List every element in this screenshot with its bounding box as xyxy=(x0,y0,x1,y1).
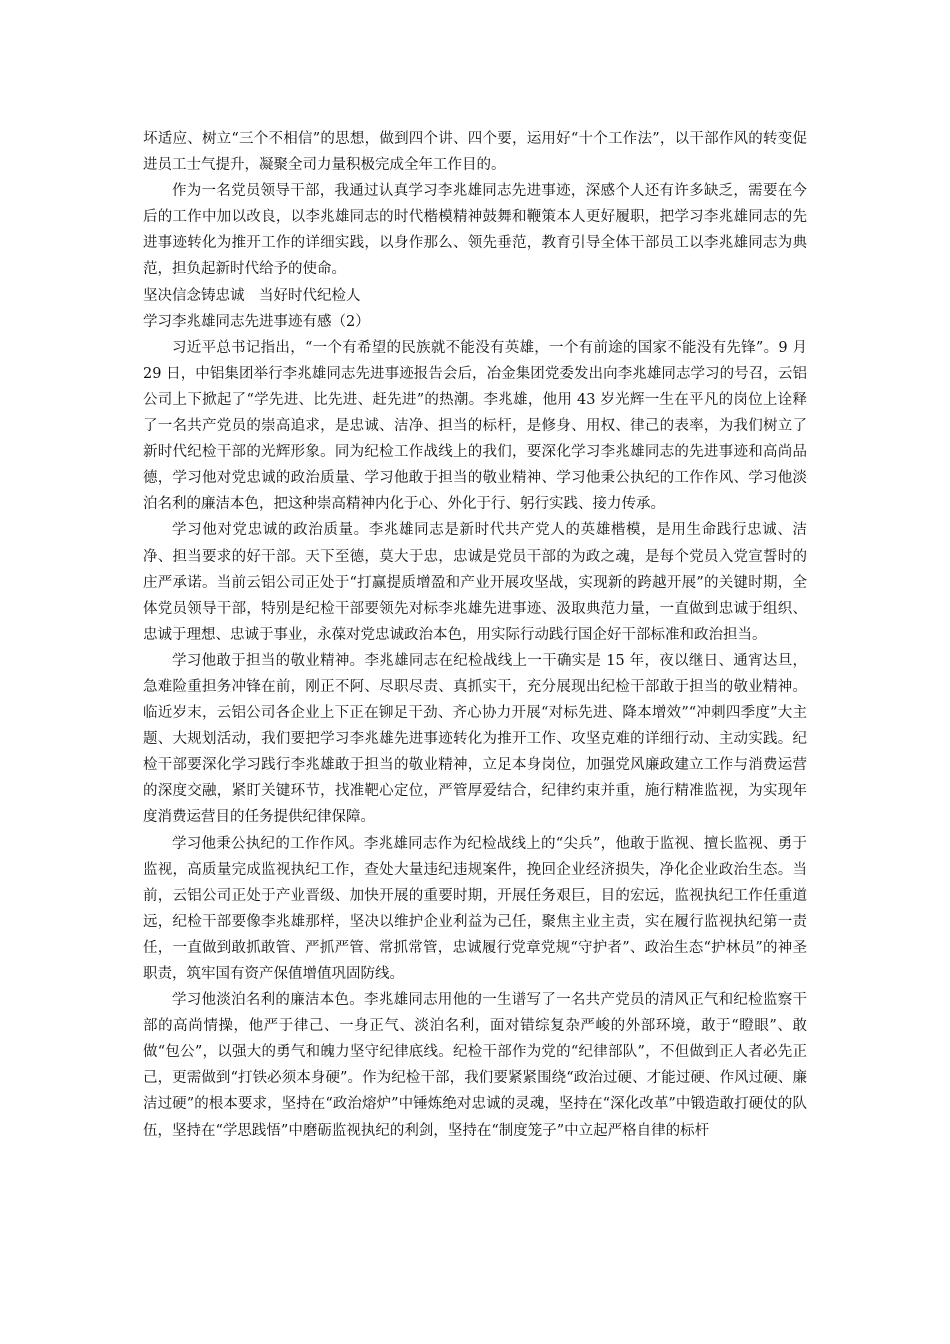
body-paragraph-2: 学习他对党忠诚的政治质量。李兆雄同志是新时代共产党人的英雄楷模，是用生命践行忠诚、洁净、担当要求的好干部。天下至德，莫大于忠，忠诚是党员干部的为政之魂，是每个党员入党宣誓时的庄严承诺。当前云铝公司正处于“打赢提质增盈和产业开展攻坚战，实现新的跨越开展”的关键时期，全体党员领导干部，特别是纪检干部要领先对标李兆雄先进事迹、汲取典范力量，一直做到忠诚于组织、忠诚于理想、忠诚于事业，永葆对党忠诚政治本色，用实际行动践行国企好干部标准和政治担当。 xyxy=(143,522,807,643)
body-paragraph-1: 习近平总书记指出，“一个有希望的民族就不能没有英雄，一个有前途的国家不能没有先锋”。9 月 29 日，中铝集团举行李兆雄同志先进事迹报告会后，冶金集团党委发出向李兆雄同志学习的号召，云铝公司上下掀起了“学先进、比先进、赶先进”的热潮。李兆雄，他用 43 岁光辉一生在平凡的岗位上诠释了一名共产党员的崇高追求，是忠诚、洁净、担当的标杆，是修身、用权、律己的表率，为我们树立了新时代纪检干部的光辉形象。同为纪检工作战线上的我们，要深化学习李兆雄同志的先进事迹和高尚品德，学习他对党忠诚的政治质量、学习他敢于担当的敬业精神、学习他秉公执纪的工作作风、学习他淡泊名利的廉洁本色，把这种崇高精神内化于心、外化于行、躬行实践、接力传承。 xyxy=(143,339,807,513)
section-subtitle: 学习李兆雄同志先进事迹有感（2） xyxy=(143,313,370,330)
section-title: 坚决信念铸忠诚 当好时代纪检人 xyxy=(143,287,361,304)
document-page xyxy=(143,126,807,1144)
body-paragraph-4: 学习他秉公执纪的工作作风。李兆雄同志作为纪检战线上的“尖兵”，他敢于监视、擅长监视、勇于监视，高质量完成监视执纪工作，查处大量违纪违规案件，挽回企业经济损失，净化企业政治生态。当前，云铝公司正处于产业晋级、加快开展的重要时期，开展任务艰巨，目的宏远，监视执纪工作任重道远，纪检干部要像李兆雄那样，坚决以维护企业利益为己任，聚焦主业主责，实在履行监视执纪第一责任，一直做到敢抓敢管、严抓严管、常抓常管，忠诚履行党章党规“守护者”、政治生态“护林员”的神圣职责，筑牢国有资产保值增值巩固防线。 xyxy=(143,835,807,982)
intro-continuation-paragraph: 坏适应、树立“三个不相信”的思想，做到四个讲、四个要，运用好“十个工作法”，以干部作风的转变促进员工士气提升，凝聚全司力量积极完成全年工作目的。 xyxy=(143,131,807,174)
intro-paragraph: 作为一名党员领导干部，我通过认真学习李兆雄同志先进事迹，深感个人还有许多缺乏，需要在今后的工作中加以改良，以李兆雄同志的时代楷模精神鼓舞和鞭策本人更好履职，把学习李兆雄同志的先进事迹转化为推开工作的详细实践，以身作那么、领先垂范，教育引导全体干部员工以李兆雄同志为典范，担负起新时代给予的使命。 xyxy=(143,183,807,278)
body-paragraph-3: 学习他敢于担当的敬业精神。李兆雄同志在纪检战线上一干确实是 15 年，夜以继日、通宵达旦，急难险重担务冲锋在前，刚正不阿、尽职尽责、真抓实干，充分展现出纪检干部敢于担当的敬业精神。临近岁末，云铝公司各企业上下正在铆足干劲、齐心协力开展“对标先进、降本增效”“冲刺四季度”大主题、大规划活动，我们要把学习李兆雄先进事迹转化为推开工作、攻坚克难的详细行动、主动实践。纪检干部要深化学习践行李兆雄敢于担当的敬业精神，立足本身岗位，加强党风廉政建立工作与消费运营的深度交融，紧盯关键环节，找准靶心定位，严管厚爱结合，纪律约束并重，施行精准监视，为实现年度消费运营目的任务提供纪律保障。 xyxy=(143,652,807,826)
body-paragraph-5: 学习他淡泊名利的廉洁本色。李兆雄同志用他的一生谱写了一名共产党员的清风正气和纪检监察干部的高尚情操，他严于律己、一身正气、淡泊名利，面对错综复杂严峻的外部环境，敢于“瞪眼”、敢做“包公”，以强大的勇气和魄力坚守纪律底线。纪检干部作为党的“纪律部队”，不但做到正人者必先正己，更需做到“打铁必须本身硬”。作为纪检干部，我们要紧紧围绕“政治过硬、才能过硬、作风过硬、廉洁过硬”的根本要求，坚持在“政治熔炉”中锤炼绝对忠诚的灵魂，坚持在“深化改革”中锻造敢打硬仗的队伍，坚持在“学思践悟”中磨砺监视执纪的利剑，坚持在“制度笼子”中立起严格自律的标杆 xyxy=(143,992,807,1139)
